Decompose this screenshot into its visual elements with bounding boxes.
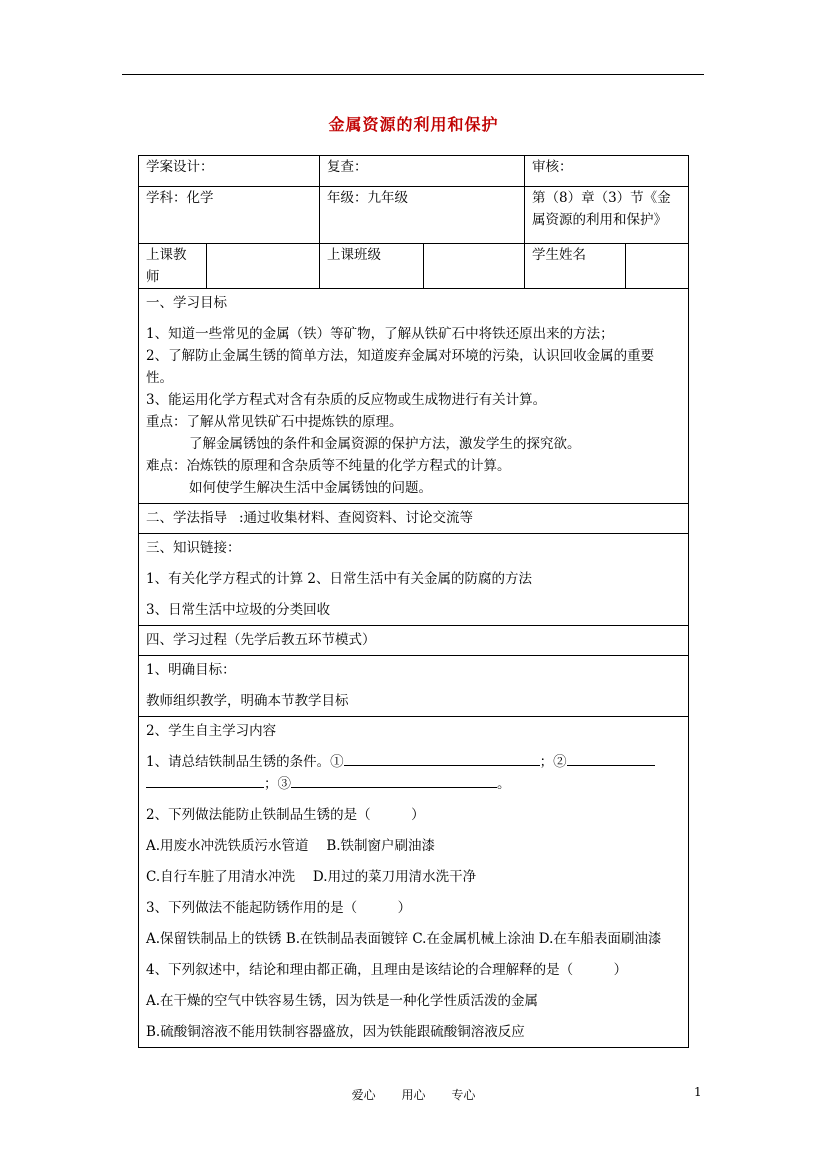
objective-item: 3、能运用化学方程式对含有杂质的反应物或生成物进行有关计算。 — [146, 392, 547, 408]
review-cell: 复查： — [320, 156, 525, 187]
lesson-plan-table — [138, 155, 689, 1048]
teacher-value — [207, 244, 320, 289]
header-rule — [122, 74, 704, 75]
question-4-option: B.硫酸铜溶液不能用铁制容器盛放，因为铁能跟硫酸铜溶液反应 — [146, 1024, 525, 1040]
answer-blank-2b[interactable] — [146, 773, 264, 788]
class-label: 上课班级 — [320, 244, 424, 289]
goal-heading: 1、明确目标： — [146, 662, 236, 678]
knowledge-line: 3、日常生活中垃圾的分类回收 — [146, 602, 331, 618]
process-heading: 四、学习过程（先学后教五环节模式） — [139, 626, 689, 656]
question-4: 4、下列叙述中，结论和理由都正确，且理由是该结论的合理解释的是（ ） — [146, 962, 628, 978]
teacher-label: 上课教师 — [139, 244, 207, 289]
q1-prefix: 1、请总结铁制品生锈的条件。① — [146, 754, 344, 770]
difficulty-line — [146, 455, 681, 477]
goal-section — [139, 656, 689, 717]
grade-cell: 年级：九年级 — [320, 187, 525, 244]
method-row — [139, 504, 689, 534]
question-4-option: A.在干燥的空气中铁容易生锈，因为铁是一种化学性质活泼的金属 — [146, 993, 539, 1009]
answer-blank-3[interactable] — [291, 773, 497, 788]
key-point: 了解金属锈蚀的条件和金属资源的保护方法，激发学生的探究欲。 — [189, 436, 581, 452]
goal-text: 教师组织教学，明确本节教学目标 — [146, 693, 349, 709]
design-cell: 学案设计： — [139, 156, 320, 187]
page-title: 金属资源的利用和保护 — [328, 115, 499, 134]
objectives-section — [139, 289, 689, 504]
q1-sep: ；② — [539, 754, 567, 770]
objective-item: 1、知道一些常见的金属（铁）等矿物，了解从铁矿石中将铁还原出来的方法； — [146, 326, 614, 342]
info-row — [139, 187, 689, 244]
difficulty-label: 难点： — [146, 458, 187, 474]
student-label: 学生姓名 — [525, 244, 626, 289]
question-1-cont — [146, 773, 681, 795]
answer-blank-2a[interactable] — [567, 751, 655, 766]
footer-word: 用心 — [401, 1088, 426, 1102]
knowledge-row — [139, 534, 689, 626]
self-study-heading: 2、学生自主学习内容 — [146, 723, 277, 739]
question-1 — [146, 751, 681, 773]
method-section — [139, 504, 689, 534]
footer-word: 爱心 — [351, 1088, 376, 1102]
subject-cell: 学科：化学 — [139, 187, 320, 244]
q1-end: 。 — [497, 776, 511, 792]
process-row — [139, 626, 689, 656]
key-point: 了解从常见铁矿石中提炼铁的原理。 — [186, 414, 403, 430]
objectives-row — [139, 289, 689, 504]
objective-item: 2、了解防止金属生锈的简单方法，知道废弃金属对环境的污染，认识回收金属的重要性。 — [146, 348, 655, 386]
answer-blank-1[interactable] — [344, 751, 540, 766]
page-number: 1 — [694, 1085, 702, 1099]
self-study-section — [139, 717, 689, 1048]
knowledge-section — [139, 534, 689, 626]
question-3-options: A.保留铁制品上的铁锈 B.在铁制品表面镀锌 C.在金属机械上涂油 D.在车船表面刷油漆 — [146, 931, 662, 947]
q1-sep: ；③ — [264, 776, 291, 792]
goal-row — [139, 656, 689, 717]
question-2-option: A.用废水冲洗铁质污水管道 B.铁制窗户刷油漆 — [146, 838, 436, 854]
key-label: 重点： — [146, 414, 187, 430]
knowledge-line: 1、有关化学方程式的计算 2、日常生活中有关金属的防腐的方法 — [146, 571, 532, 587]
self-study-row — [139, 717, 689, 1048]
footer-word: 专心 — [451, 1088, 476, 1102]
student-value — [626, 244, 689, 289]
method-heading: 二、学法指导 — [146, 510, 227, 526]
class-value — [424, 244, 525, 289]
header-row — [139, 156, 689, 187]
question-3: 3、下列做法不能起防锈作用的是（ ） — [146, 900, 412, 916]
difficulty-point: 如何使学生解决生活中金属锈蚀的问题。 — [189, 480, 432, 496]
audit-cell: 审核： — [525, 156, 689, 187]
footer-motto — [0, 1086, 827, 1103]
objectives-heading: 一、学习目标 — [146, 295, 227, 311]
difficulty-point: 冶炼铁的原理和含杂质等不纯量的化学方程式的计算。 — [186, 458, 511, 474]
question-2: 2、下列做法能防止铁制品生锈的是（ ） — [146, 807, 425, 823]
chapter-cell: 第（8）章（3）节《金属资源的利用和保护》 — [525, 187, 689, 244]
knowledge-heading: 三、知识链接： — [146, 540, 241, 556]
question-2-option: C.自行车脏了用清水冲洗 D.用过的菜刀用清水洗干净 — [146, 869, 477, 885]
method-text: :通过收集材料、查阅资料、讨论交流等 — [239, 510, 474, 526]
key-point-line — [146, 411, 681, 433]
teacher-row — [139, 244, 689, 289]
